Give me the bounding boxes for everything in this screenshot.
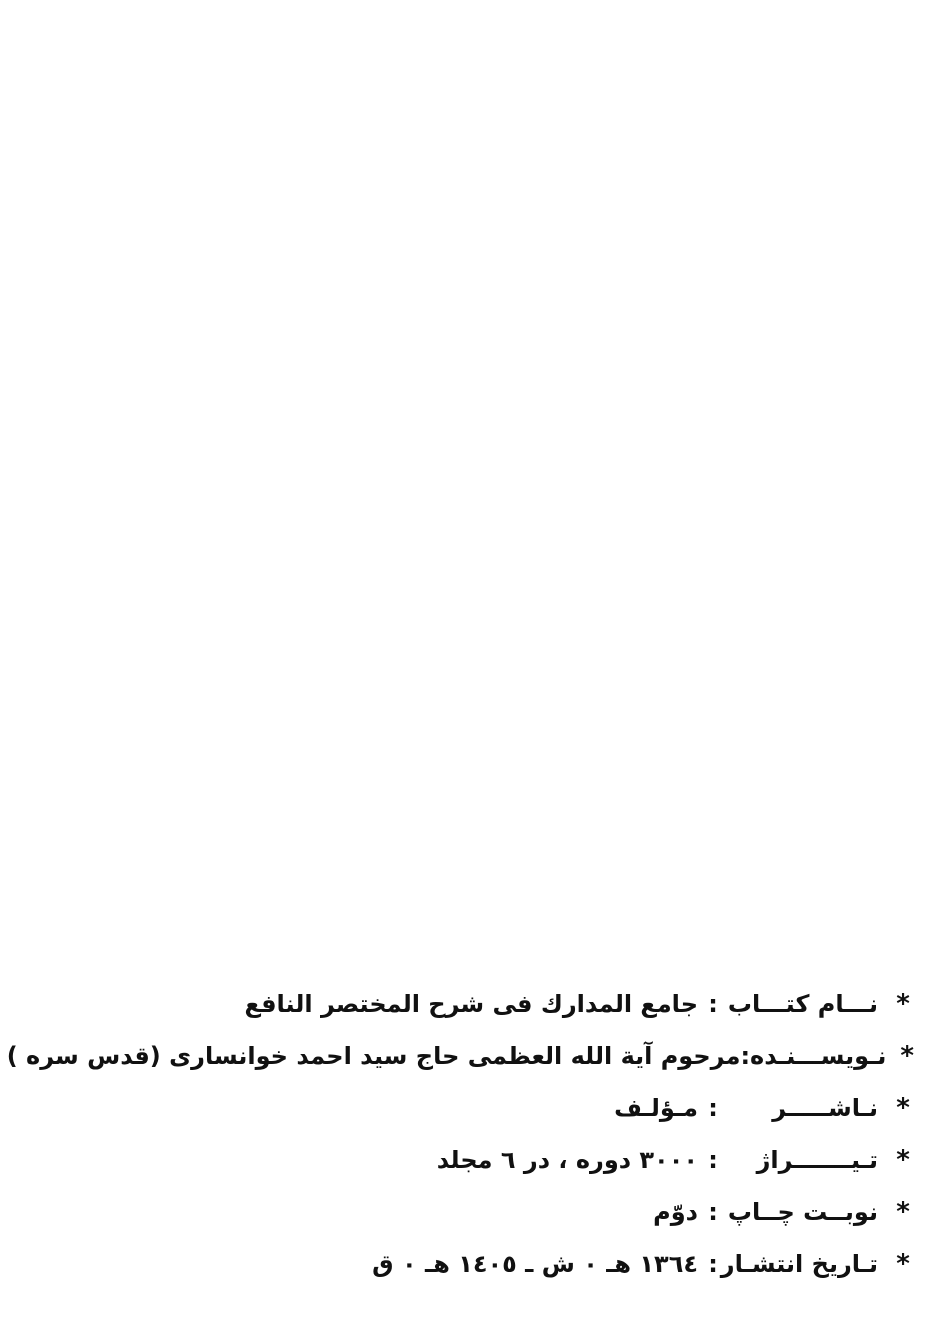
colon-separator: :	[740, 1042, 751, 1070]
edition-label: نوبــت چــاپ	[727, 1198, 878, 1226]
colophon-row-author	[6, 1030, 914, 1082]
author-label: نـويســـنـده	[750, 1042, 887, 1070]
colon-separator: :	[708, 1198, 718, 1226]
book-title-label: نـــام کتـــاب	[727, 990, 878, 1018]
publication-date-label: تـاریخ انتشـار	[720, 1250, 878, 1278]
publisher-label: نـاشـــــر	[772, 1094, 878, 1122]
author-value: مرحوم آية الله العظمى حاج سيد احمد خوانسارى (قدس سره )	[6, 1042, 741, 1070]
bullet-asterisk: *	[896, 1145, 910, 1175]
colon-separator: :	[708, 1250, 718, 1278]
bullet-asterisk: *	[896, 1249, 910, 1279]
colon-separator: :	[708, 1094, 718, 1122]
edition-value: دوّم	[653, 1198, 698, 1226]
colophon-row-publisher	[14, 1082, 914, 1134]
print-run-value: ۳۰۰۰ دوره ، در ٦ مجلد	[436, 1146, 698, 1174]
print-run-label: تـيـــــــراژ	[756, 1146, 878, 1174]
bullet-asterisk: *	[896, 989, 910, 1019]
bullet-asterisk: *	[900, 1041, 914, 1071]
colophon-row-book-title	[14, 978, 914, 1030]
publication-colophon	[6, 978, 914, 1290]
bullet-asterisk: *	[896, 1093, 910, 1123]
colophon-row-print-run	[14, 1134, 914, 1186]
colophon-row-edition	[14, 1186, 914, 1238]
bullet-asterisk: *	[896, 1197, 910, 1227]
colophon-row-publication-date	[14, 1238, 914, 1290]
publication-date-value: ۱۳٦٤ هـ ٠ ش ـ ١٤٠٥ هـ ٠ ق	[372, 1250, 698, 1278]
colon-separator: :	[708, 990, 718, 1018]
book-title-value: جامع المدارك فى شرح المختصر النافع	[244, 990, 698, 1018]
colon-separator: :	[708, 1146, 718, 1174]
publisher-value: مـؤلـف	[614, 1094, 698, 1122]
